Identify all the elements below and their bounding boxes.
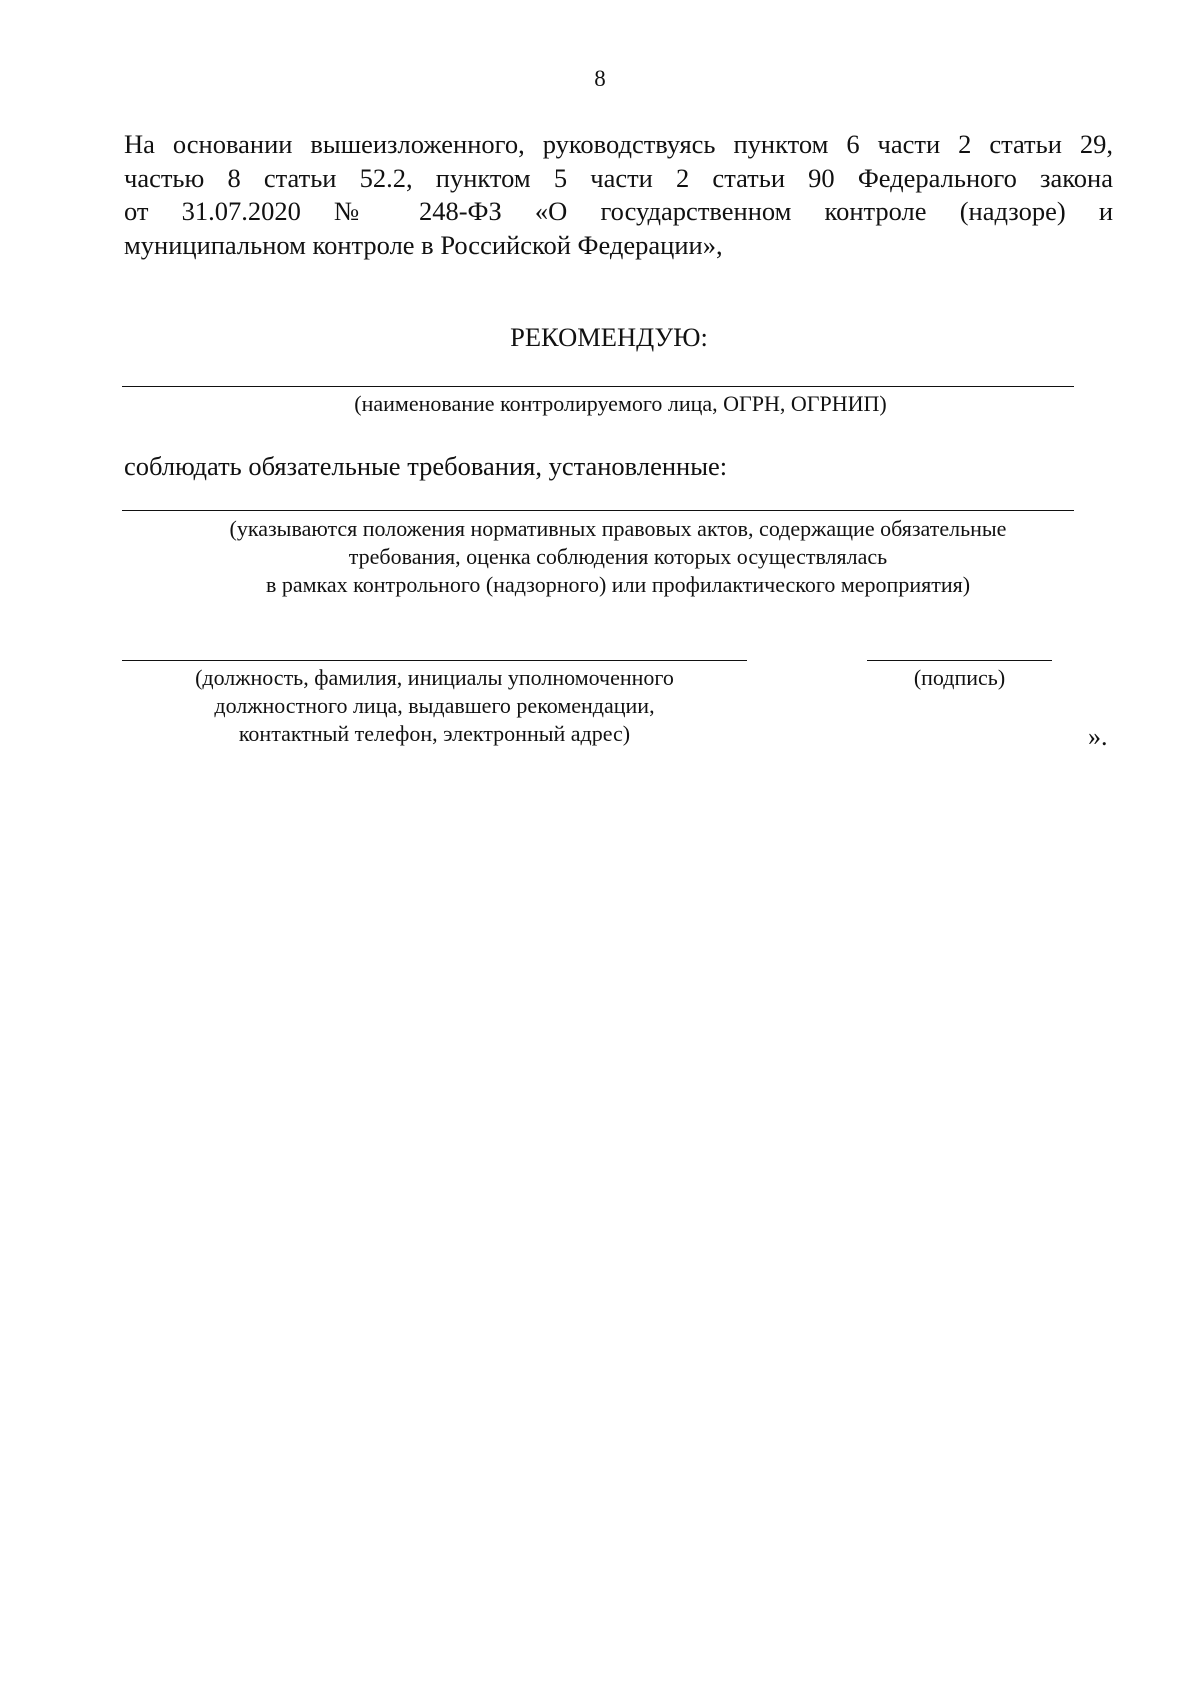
requirements-intro: соблюдать обязательные требования, установленные: — [124, 451, 728, 481]
official-caption-line: контактный телефон, электронный адрес) — [238, 721, 631, 746]
page-number: 8 — [594, 66, 606, 91]
official-caption — [122, 664, 747, 748]
closing-quote-mark: ». — [1088, 722, 1108, 751]
preamble-line: от 31.07.2020 № 248-ФЗ «О государственном контроле (надзоре) и — [124, 196, 1113, 226]
signature-line — [867, 660, 1052, 661]
official-caption-line: (должность, фамилия, инициалы уполномоченного — [195, 665, 674, 690]
requirements-caption-line: в рамках контрольного (надзорного) или профилактического мероприятия) — [265, 572, 971, 597]
recommend-heading: РЕКОМЕНДУЮ: — [510, 322, 708, 352]
preamble-line: муниципальном контроле в Российской Федерации», — [124, 229, 723, 260]
requirements-line — [122, 510, 1074, 511]
entity-name-line — [122, 386, 1074, 387]
preamble-paragraph — [124, 128, 1113, 262]
entity-caption: (наименование контролируемого лица, ОГРН, ОГРНИП) — [354, 391, 887, 416]
requirements-caption — [122, 515, 1074, 599]
preamble-line: частью 8 статьи 52.2, пунктом 5 части 2 статьи 90 Федерального закона — [124, 162, 1113, 193]
requirements-caption-line: (указываются положения нормативных правовых актов, содержащие обязательные — [229, 516, 1007, 541]
official-caption-line: должностного лица, выдавшего рекомендации, — [214, 693, 655, 718]
preamble-line: На основании вышеизложенного, руководствуясь пунктом 6 части 2 статьи 29, — [124, 129, 1113, 159]
signature-caption: (подпись) — [913, 665, 1006, 690]
official-line — [122, 660, 747, 661]
requirements-caption-line: требования, оценка соблюдения которых осуществлялась — [348, 544, 888, 569]
